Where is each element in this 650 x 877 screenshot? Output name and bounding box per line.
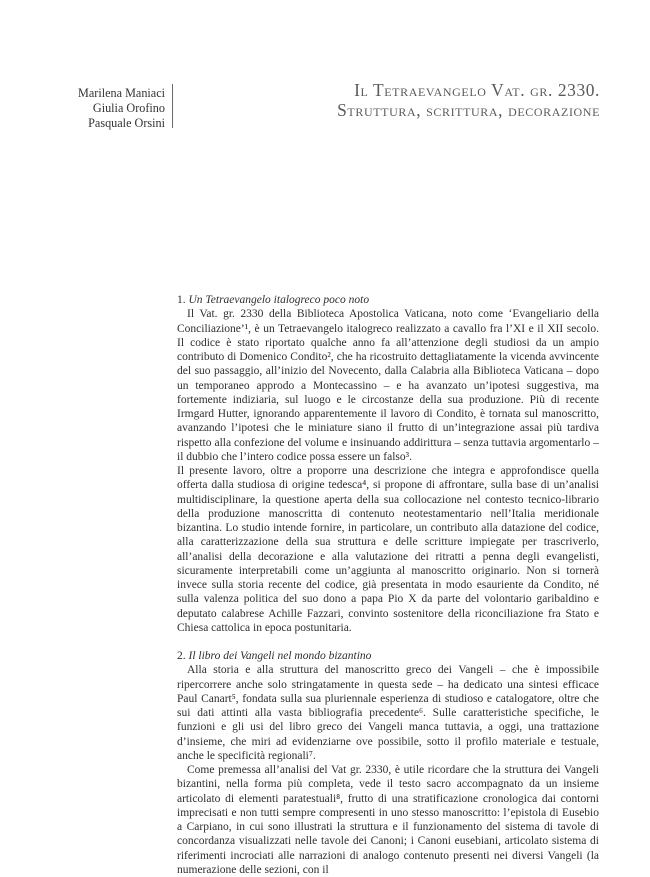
author-name: Marilena Maniaci bbox=[78, 86, 165, 100]
vertical-divider bbox=[172, 84, 173, 128]
section-number: 1. bbox=[177, 294, 186, 306]
author-name: Giulia Orofino bbox=[92, 101, 165, 116]
author-name: Pasquale Orsini bbox=[88, 116, 165, 131]
title-line-1: Il Tetraevangelo Vat. gr. 2330. bbox=[354, 80, 600, 100]
section-title: Un Tetraevangelo italogreco poco noto bbox=[188, 294, 370, 306]
title-line-2: Struttura, scrittura, decorazione bbox=[337, 100, 600, 120]
paragraph: Come premessa all’analisi del Vat gr. 2330, è utile ricordare che la struttura dei Vangeli bizantini, nella forma più completa, vede il testo sacro accompagnato da un insieme articolato di elementi paratestuali⁸, frutto di una stratificazione cronologica dai contorni imprecisati e non tutti sempre compresenti in uno stesso manoscritto: l’epistola di Eusebio a Carpiano, in cui sono illustrati la struttura e il funzionamento del sistema di tavole di concordanza visualizzati nelle tavole dei Canoni; i Canoni eusebiani, articolato sistema di riferimenti incrociati alle narrazioni di analogo contenuto presenti nei diversi Vangeli (la numerazione delle sezioni, con il bbox=[177, 764, 599, 876]
article-title bbox=[250, 80, 600, 120]
author-list bbox=[20, 86, 165, 132]
section-heading bbox=[177, 293, 599, 307]
section-heading bbox=[177, 649, 599, 663]
article-body bbox=[177, 293, 599, 877]
paragraph: Il presente lavoro, oltre a proporre una descrizione che integra e approfondisce quella offerta dalla studiosa di origine tedesca⁴, si propone di affrontare, sulla base di un’analisi multidisciplinare, la questione aperta della sua collocazione nel contesto tecnico-librario della produzione manoscritta di contenuto neotestamentario nell’Italia meridionale bizantina. Lo studio intende fornire, in particolare, un contributo alla datazione del codice, alla caratterizzazione della sua struttura e delle scritture impiegate per trascriverlo, all’analisi della decorazione e alla valutazione dei ritratti a penna degli evangelisti, sicuramente interpretabili come un’aggiunta al manoscritto originario. Non si tornerà invece sulla storia recente del codice, già presentata in modo esauriente da Condito, né sulla valenza politica del suo dono a papa Pio X da parte del volontario garibaldino e deputato calabrese Achille Fazzari, convinto sostenitore della riconciliazione fra Stato e Chiesa cattolica in epoca postunitaria. bbox=[177, 465, 599, 634]
section-number: 2. bbox=[177, 650, 186, 662]
paragraph: Il Vat. gr. 2330 della Biblioteca Apostolica Vaticana, noto come ‘Evangeliario della Conciliazione’¹, è un Tetraevangelo italogreco realizzato a cavallo fra l’XI e il XII secolo. Il codice è stato riportato qualche anno fa all’attenzione degli studiosi da un ampio contributo di Domenico Condito², che ha ricostruito dettagliatamente la vicenda avvincente del suo passaggio, all’inizio del Novecento, dalla Calabria alla Biblioteca Vaticana – dopo un temporaneo approdo a Montecassino – e ha avanzato un’ipotesi suggestiva, ma fortemente indiziaria, sul luogo e le circostanze della sua produzione. Più di recente Irmgard Hutter, ignorando apparentemente il lavoro di Condito, è tornata sul manoscritto, avanzando l’ipotesi che le miniature siano il frutto di un’integrazione assai più tardiva rispetto alla confezione del volume e insinuando addirittura – senza tuttavia argomentarlo – il dubbio che l’intero codice possa essere un falso³. bbox=[177, 308, 599, 463]
paragraph: Alla storia e alla struttura del manoscritto greco dei Vangeli – che è impossibile ripercorrere anche solo stringatamente in questa sede – ha dedicato una sintesi efficace Paul Canart⁵, fondata sulla sua pluriennale esperienza di studioso e catalogatore, oltre che sui dati attinti alla vasta bibliografia precedente⁶. Sulle caratteristiche specifiche, le funzioni e gli usi del libro greco dei Vangeli manca tuttavia, a oggi, una trattazione d’insieme, che miri ad evidenziarne ove possibile, sotto il profilo materiale e testuale, anche le specificità regionali⁷. bbox=[177, 664, 599, 762]
section-title: Il libro dei Vangeli nel mondo bizantino bbox=[188, 650, 372, 662]
